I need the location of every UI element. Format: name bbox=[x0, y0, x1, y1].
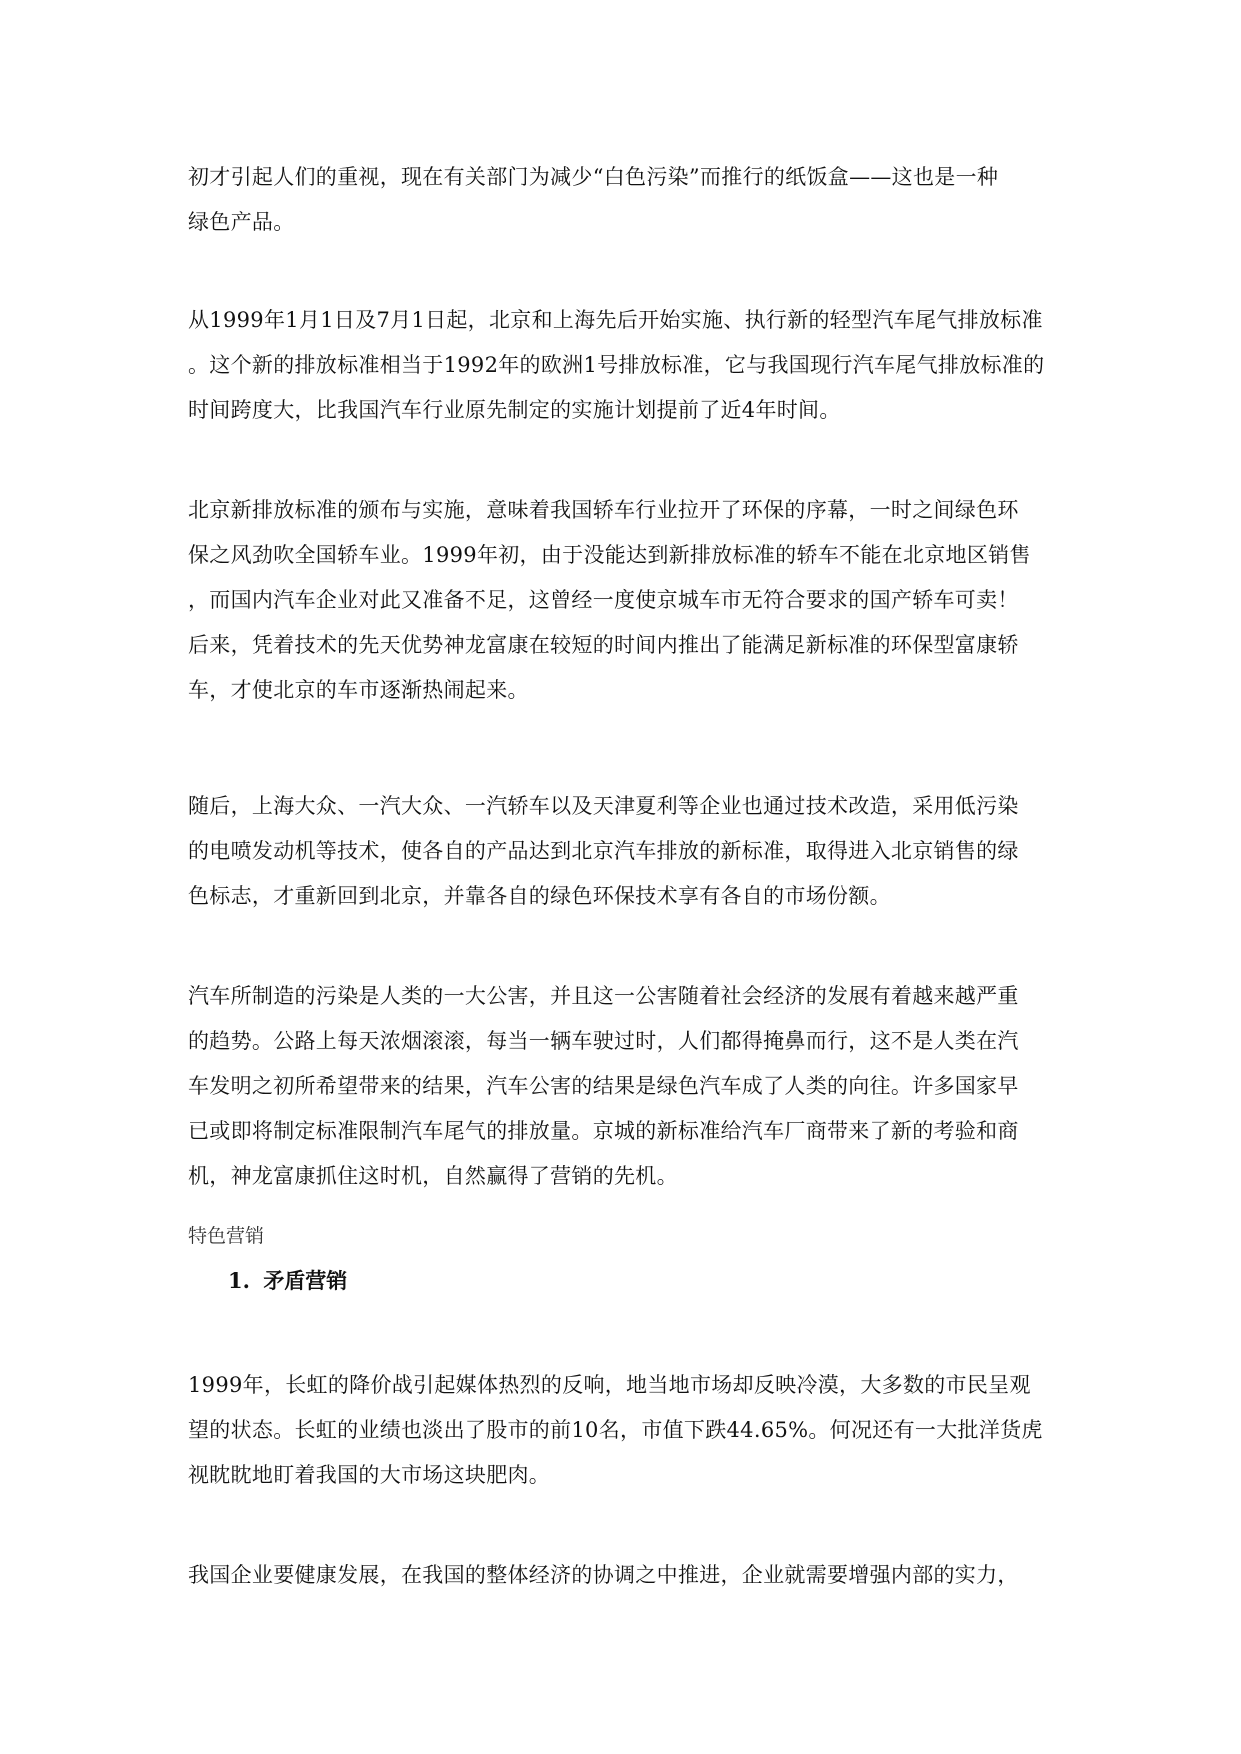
paragraph-enterprise-development bbox=[188, 1553, 1058, 1598]
paragraph-line: 车，才使北京的车市逐渐热闹起来。 bbox=[188, 678, 529, 702]
paragraph-line: 视眈眈地盯着我国的大市场这块肥肉。 bbox=[188, 1463, 551, 1487]
paragraph-line: 色标志，才重新回到北京，并靠各自的绿色环保技术享有各自的市场份额。 bbox=[188, 884, 891, 908]
paragraph-line: 望的状态。长虹的业绩也淡出了股市的前10名，市值下跌44.65%。何况还有一大批洋货虎 bbox=[188, 1418, 1043, 1442]
paragraph-white-pollution bbox=[188, 155, 1058, 245]
paragraph-line: 的趋势。公路上每天浓烟滚滚，每当一辆车驶过时，人们都得掩鼻而行，这不是人类在汽 bbox=[188, 1029, 1019, 1053]
section-heading: 特色营销 bbox=[188, 1225, 265, 1247]
paragraph-line: 机，神龙富康抓住这时机，自然赢得了营销的先机。 bbox=[188, 1164, 678, 1188]
paragraph-other-makers bbox=[188, 784, 1058, 919]
paragraph-line: 从1999年1月1日及7月1日起，北京和上海先后开始实施、执行新的轻型汽车尾气排放标准 bbox=[188, 308, 1043, 332]
paragraph-line: 保之风劲吹全国轿车业。1999年初，由于没能达到新排放标准的轿车不能在北京地区销售 bbox=[188, 543, 1031, 567]
paragraph-line: 随后，上海大众、一汽大众、一汽轿车以及天津夏利等企业也通过技术改造，采用低污染 bbox=[188, 794, 1019, 818]
paragraph-line: 绿色产品。 bbox=[188, 210, 295, 234]
paragraph-changhong bbox=[188, 1363, 1058, 1498]
paragraph-line: 后来，凭着技术的先天优势神龙富康在较短的时间内推出了能满足新标准的环保型富康轿 bbox=[188, 633, 1019, 657]
paragraph-line: 北京新排放标准的颁布与实施，意味着我国轿车行业拉开了环保的序幕，一时之间绿色环 bbox=[188, 498, 1019, 522]
paragraph-line: 我国企业要健康发展，在我国的整体经济的协调之中推进，企业就需要增强内部的实力， bbox=[188, 1563, 1019, 1587]
heading-title: 矛盾营销 bbox=[263, 1268, 348, 1293]
paragraph-line: 的电喷发动机等技术，使各自的产品达到北京汽车排放的新标准，取得进入北京销售的绿 bbox=[188, 839, 1019, 863]
paragraph-beijing-standard bbox=[188, 488, 1058, 713]
paragraph-line: 车发明之初所希望带来的结果，汽车公害的结果是绿色汽车成了人类的向往。许多国家早 bbox=[188, 1074, 1019, 1098]
paragraph-line: ，而国内汽车企业对此又准备不足，这曾经一度使京城车市无符合要求的国产轿车可卖！ bbox=[188, 588, 1019, 612]
paragraph-line: 时间跨度大，比我国汽车行业原先制定的实施计划提前了近4年时间。 bbox=[188, 398, 841, 422]
paragraph-line: 。这个新的排放标准相当于1992年的欧洲1号排放标准，它与我国现行汽车尾气排放标准的 bbox=[188, 353, 1045, 377]
heading-number: 1. bbox=[228, 1268, 250, 1293]
paragraph-line: 初才引起人们的重视，现在有关部门为减少“白色污染”而推行的纸饭盒——这也是一种 bbox=[188, 165, 999, 189]
paragraph-line: 1999年，长虹的降价战引起媒体热烈的反响，地当地市场却反映冷漠，大多数的市民呈观 bbox=[188, 1373, 1031, 1397]
paragraph-line: 已或即将制定标准限制汽车尾气的排放量。京城的新标准给汽车厂商带来了新的考验和商 bbox=[188, 1119, 1019, 1143]
paragraph-line: 汽车所制造的污染是人类的一大公害，并且这一公害随着社会经济的发展有着越来越严重 bbox=[188, 984, 1019, 1008]
numbered-heading bbox=[228, 1266, 347, 1296]
paragraph-emission-standard bbox=[188, 298, 1058, 433]
paragraph-car-pollution bbox=[188, 974, 1058, 1199]
